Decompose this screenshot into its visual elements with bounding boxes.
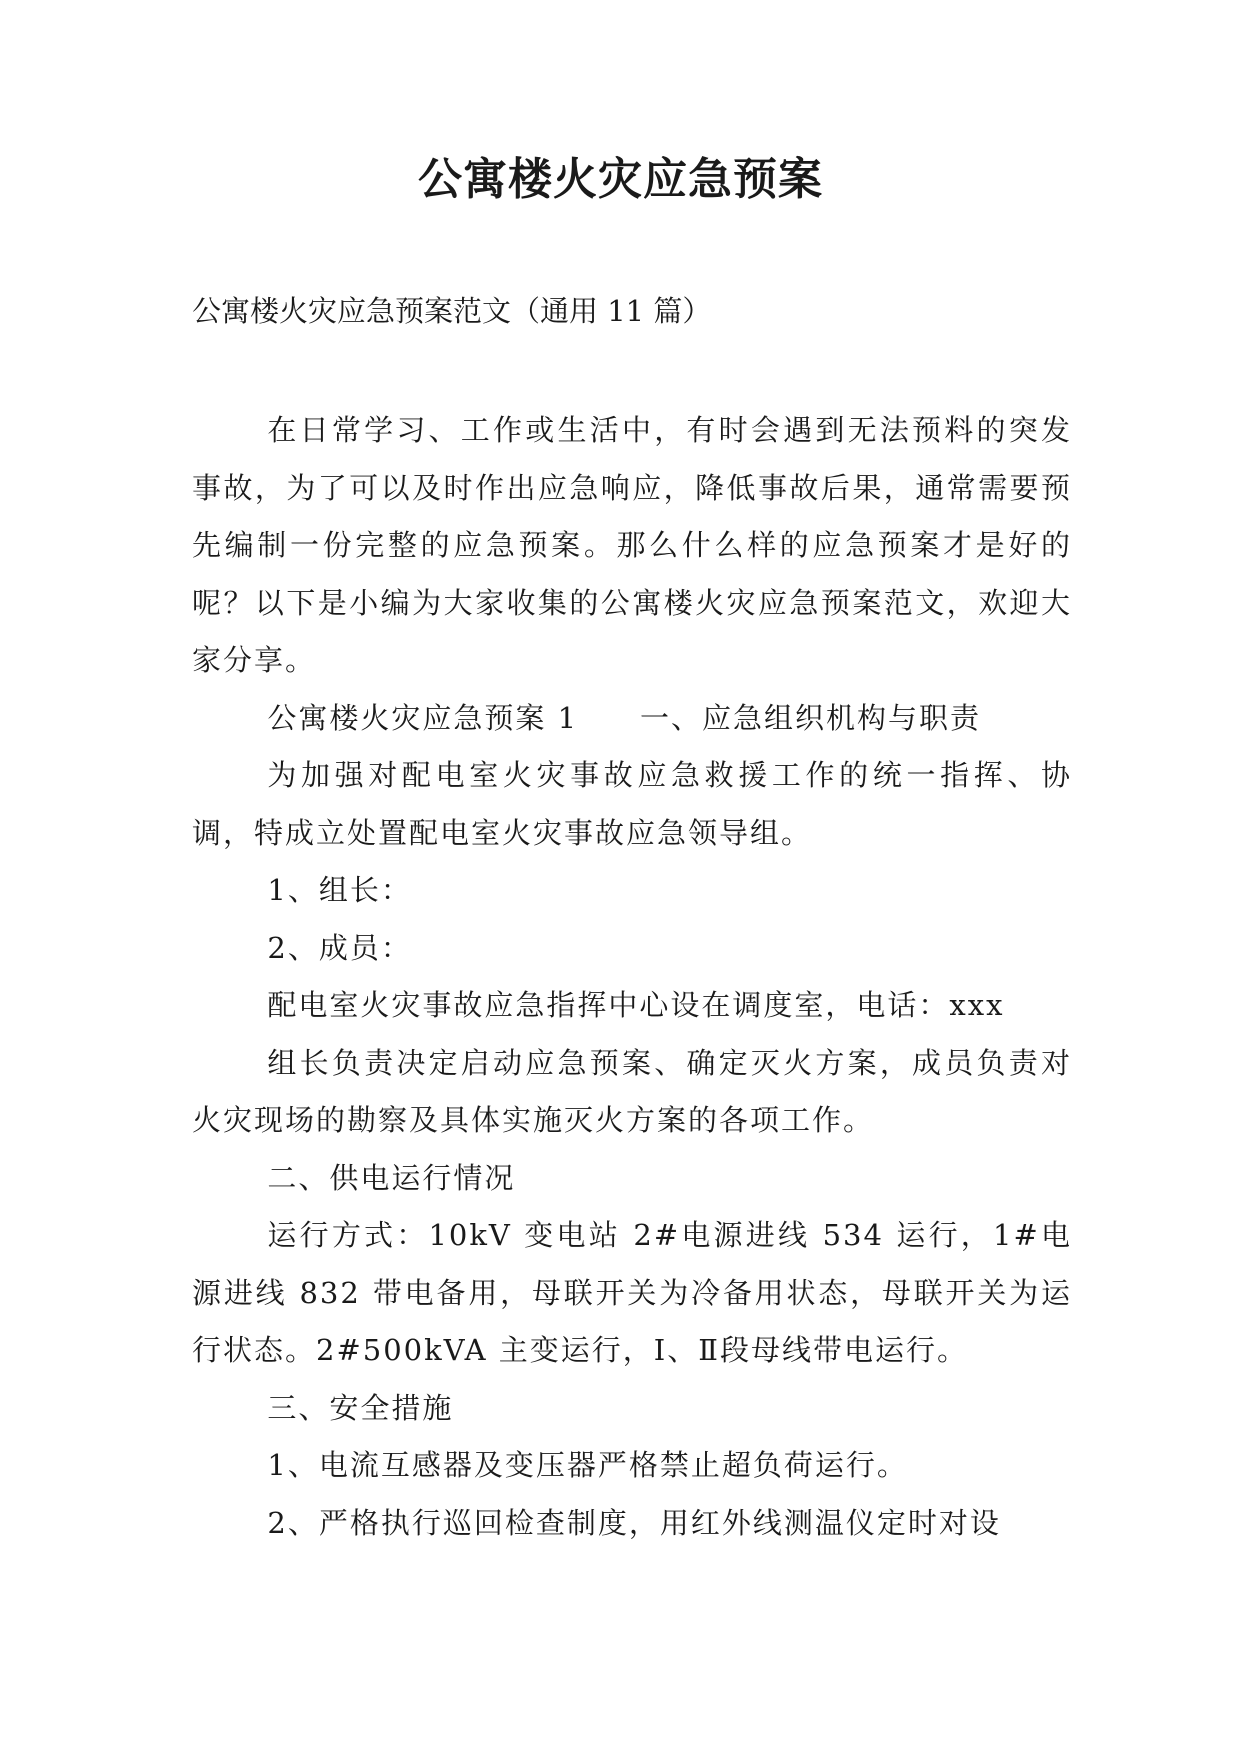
document-body — [192, 402, 1072, 1552]
paragraph-operation-mode: 运行方式：10kV 变电站 2#电源进线 534 运行，1#电源进线 832 带电备用，母联开关为冷备用状态，母联开关为运行状态。2#500kVA 主变运行，Ⅰ、Ⅱ段母线带电运行。 — [192, 1218, 1072, 1367]
paragraph-responsibilities: 组长负责决定启动应急预案、确定灭火方案，成员负责对火灾现场的勘察及具体实施灭火方案的各项工作。 — [192, 1045, 1072, 1137]
paragraph-safety-2: 2、严格执行巡回检查制度，用红外线测温仪定时对设 — [267, 1505, 1001, 1540]
intro-paragraph: 在日常学习、工作或生活中，有时会遇到无法预料的突发事故，为了可以及时作出应急响应，降低事故后果，通常需要预先编制一份完整的应急预案。那么什么样的应急预案才是好的呢？以下是小编为大家收集的公寓楼火灾应急预案范文，欢迎大家分享。 — [192, 413, 1072, 677]
paragraph-team-leader: 1、组长： — [267, 873, 412, 907]
section-heading-power-supply: 二、供电运行情况 — [267, 1160, 516, 1195]
paragraph-safety-1: 1、电流互感器及变压器严格禁止超负荷运行。 — [267, 1448, 908, 1482]
document-subtitle: 公寓楼火灾应急预案范文（通用 11 篇） — [192, 294, 712, 328]
section-heading-plan-1: 公寓楼火灾应急预案 1 一、应急组织机构与职责 — [267, 700, 982, 735]
paragraph-command-center: 配电室火灾事故应急指挥中心设在调度室，电话：xxx — [267, 988, 1005, 1022]
document-title: 公寓楼火灾应急预案 — [418, 154, 823, 205]
section-heading-safety-measures: 三、安全措施 — [267, 1390, 454, 1425]
paragraph-leadership-group: 为加强对配电室火灾事故应急救援工作的统一指挥、协调，特成立处置配电室火灾事故应急领导组。 — [192, 758, 1072, 850]
paragraph-team-members: 2、成员： — [267, 930, 412, 965]
